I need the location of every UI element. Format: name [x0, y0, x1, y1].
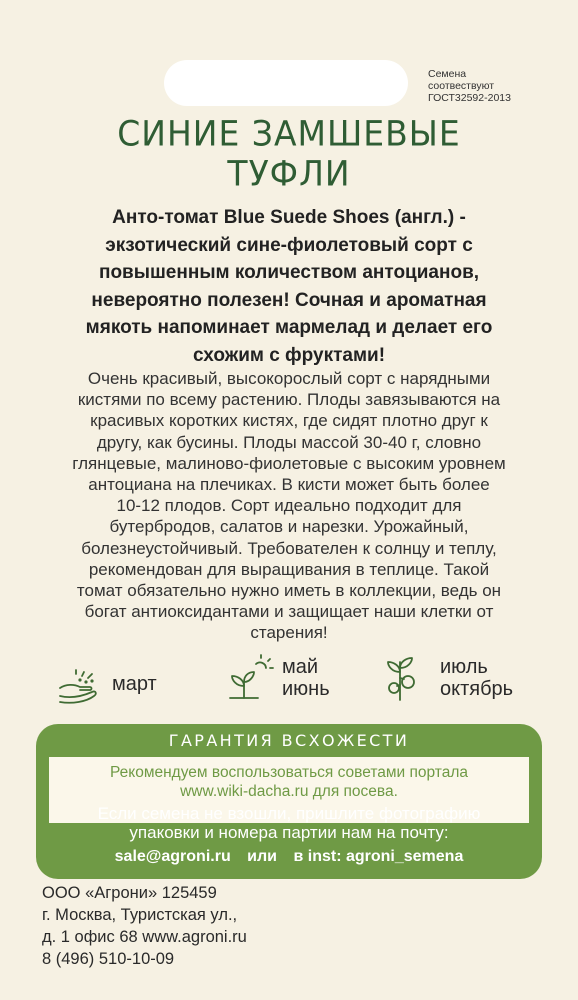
planting-period [222, 652, 330, 704]
guarantee-text-line-2: упаковки и номера партии нам на почту: [129, 823, 449, 842]
guarantee-contacts [36, 848, 542, 866]
sowing-period [52, 658, 157, 710]
lead-line: Анто-томат Blue Suede Shoes (англ.) - [112, 207, 466, 228]
sowing-label [112, 673, 157, 695]
lead-line: экзотический сине-фиолетовый сорт с [105, 234, 473, 256]
description-paragraph [20, 368, 558, 644]
guarantee-instructions [36, 804, 542, 842]
guarantee-text-line-1: Если семена не взошли, пришлите фотографию [97, 804, 481, 823]
harvest-period [380, 652, 513, 704]
top-white-pill [164, 60, 408, 106]
description-line: антоциана на плечиках. В кисти может быть более [88, 475, 490, 495]
description-line: глянцевые, малиново-фиолетовые с высоким уровнем [72, 453, 506, 473]
title-line-1: СИНИЕ ЗАМШЕВЫЕ [117, 113, 461, 154]
description-line: бутербродов, салатов и нарезки. Урожайный, [109, 517, 469, 537]
lead-line: повышенным количеством антоцианов, [98, 262, 480, 284]
gost-line-3: ГОСТ32592-2013 [428, 92, 511, 104]
recommendation-line-1: Рекомендуем воспользоваться советами портала [109, 764, 468, 781]
harvest-label [440, 656, 513, 700]
company-phone: 8 (496) 510-10-09 [42, 950, 175, 968]
description-line: болезнеустойчивый. Требователен к солнцу и теплу, [81, 538, 497, 558]
description-line: богат антиоксидантами и защищает наши клетки от [84, 602, 494, 622]
lead-line: невероятно полезен! Сочная и ароматная [91, 289, 487, 311]
lead-paragraph [20, 204, 558, 370]
description-line: 10-12 плодов. Сорт идеально подходит для [116, 496, 462, 516]
hand-sowing-icon [52, 658, 104, 710]
tomato-plant-icon [380, 652, 432, 704]
description-line: рекомендован для выращивания в теплице. Такой [88, 559, 490, 579]
company-line-2: г. Москва, Туристская ул., [42, 906, 238, 924]
contact-instagram[interactable]: в inst: agroni_semena [293, 848, 464, 865]
contact-email[interactable]: sale@agroni.ru [114, 848, 231, 865]
description-line: старения! [250, 623, 328, 643]
planting-label [282, 656, 330, 700]
company-line-3: д. 1 офис 68 www.agroni.ru [42, 928, 247, 946]
description-line: кистями по всему растению. Плоды завязываются на [77, 390, 501, 410]
guarantee-title: ГАРАНТИЯ ВСХОЖЕСТИ [168, 731, 410, 750]
recommendation-line-2[interactable]: www.wiki-dacha.ru для посева. [180, 783, 398, 800]
seedling-sun-icon [222, 652, 274, 704]
gost-note [428, 68, 568, 104]
germination-guarantee-panel [36, 724, 542, 879]
description-line: Очень красивый, высокорослый сорт с нарядными [87, 369, 491, 388]
variety-title [0, 114, 578, 194]
harvest-month-2: октябрь [440, 678, 514, 700]
company-info [42, 882, 342, 970]
planting-month-2: июнь [282, 678, 330, 700]
contact-or: или [247, 848, 278, 865]
title-line-2: ТУФЛИ [227, 152, 351, 194]
description-line: красивых коротких кистях, где сидят плотно друг к [90, 411, 488, 431]
lead-line: схожим с фруктами! [192, 344, 386, 366]
sowing-month: март [112, 673, 157, 695]
planting-month-1: май [282, 656, 319, 678]
harvest-month-1: июль [440, 656, 488, 678]
gost-line-1: Семена [428, 68, 467, 80]
gost-line-2: соотвествуют [428, 80, 495, 92]
company-line-1: ООО «Агрони» 125459 [42, 884, 217, 902]
description-line: томат обязательно нужно иметь в коллекции, ведь он [76, 581, 502, 601]
lead-line: мякоть напоминает мармелад и делает его [85, 317, 493, 339]
description-line: другу, как бусины. Плоды массой 30-40 г, словно [96, 432, 482, 452]
